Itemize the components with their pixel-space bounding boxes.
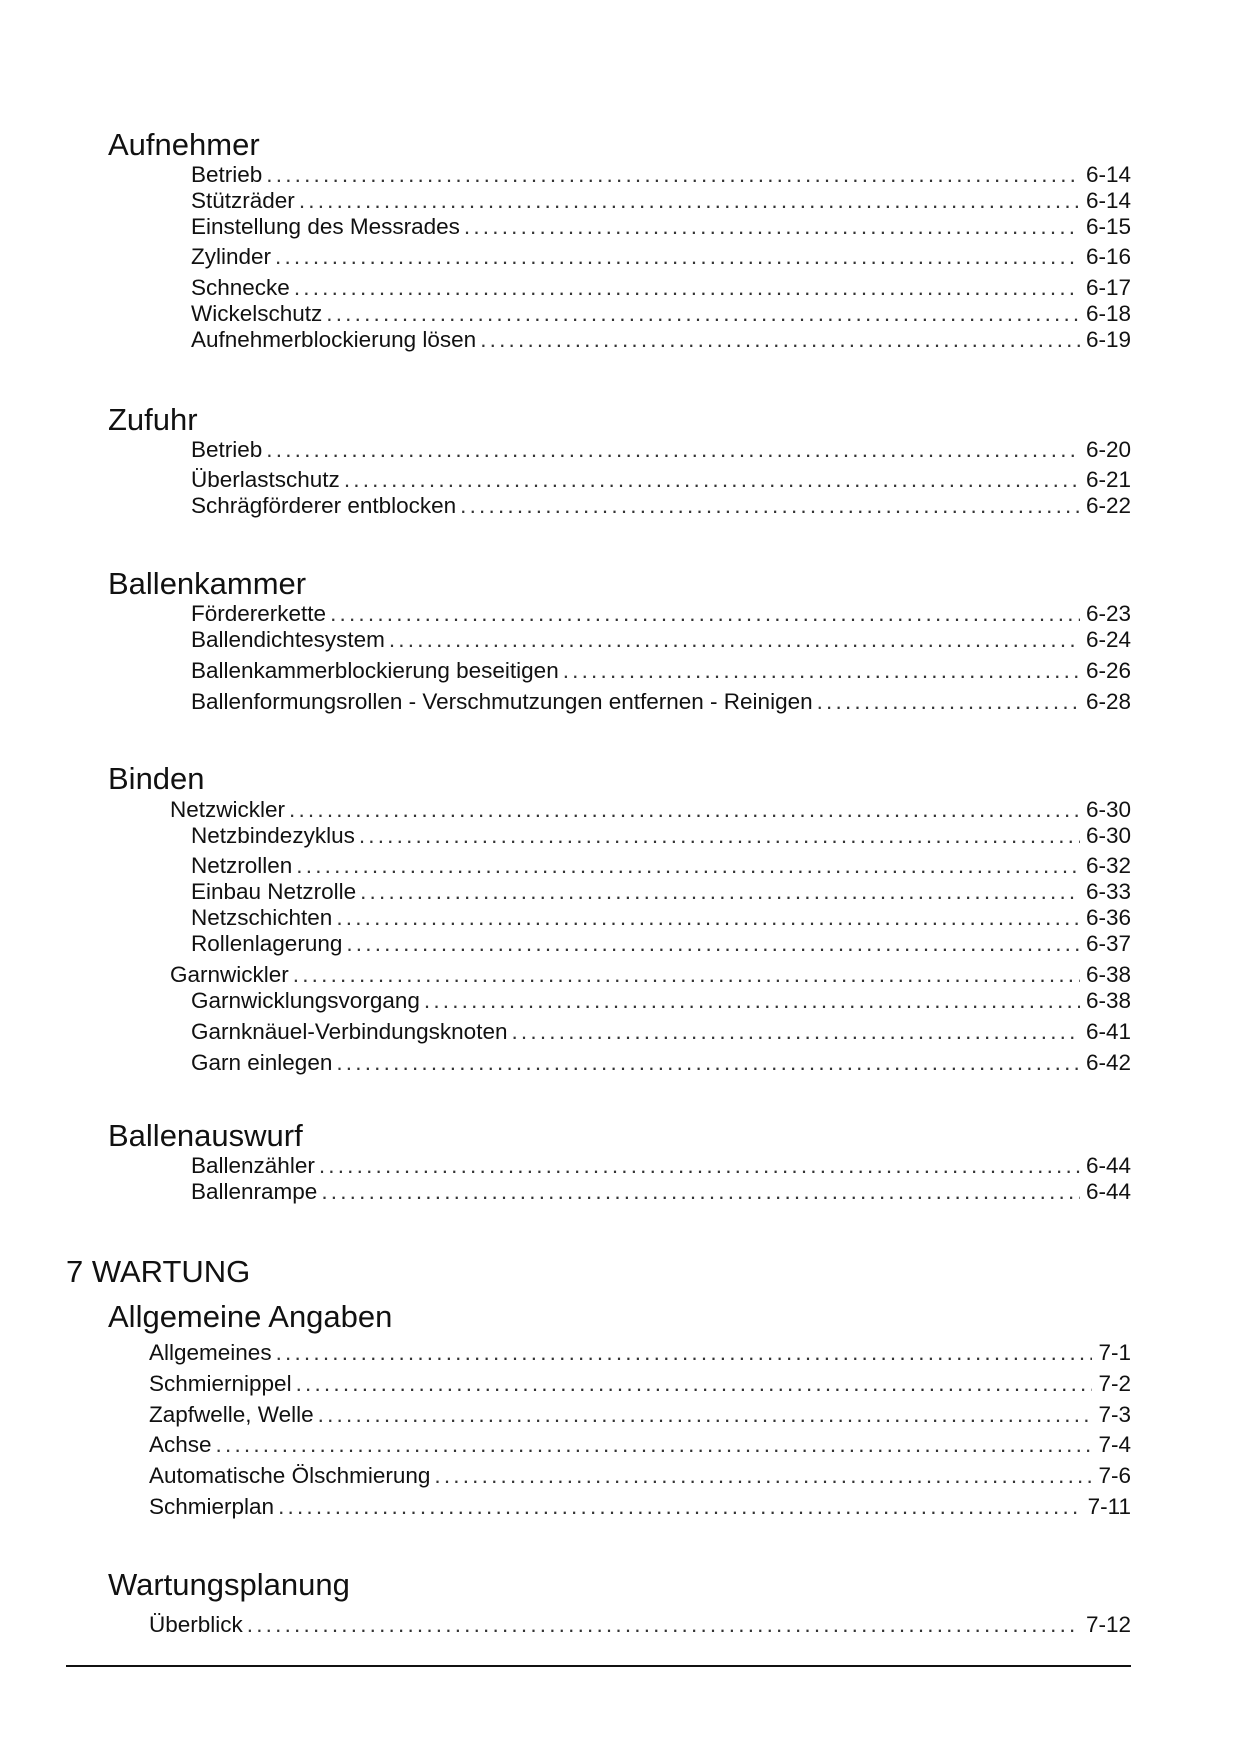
leader-dots — [434, 1463, 1092, 1489]
toc-entry[interactable] — [149, 1371, 1131, 1397]
chapter-heading: 7 WARTUNG — [66, 1254, 251, 1289]
toc-entry-title: Einstellung des Messrades — [191, 214, 460, 239]
toc-entry-title: Wickelschutz — [191, 301, 323, 326]
toc-entry-page: 6-22 — [1085, 493, 1131, 518]
toc-entry-title: Schmierplan — [149, 1494, 275, 1519]
section-heading: Zufuhr — [108, 402, 198, 437]
section-heading: Aufnehmer — [108, 127, 260, 162]
toc-entry[interactable] — [191, 601, 1131, 627]
toc-entry[interactable] — [191, 988, 1131, 1014]
toc-entry-page: 6-37 — [1085, 931, 1131, 956]
toc-entry-page: 6-30 — [1085, 823, 1131, 848]
leader-dots — [289, 797, 1080, 823]
leader-dots — [336, 905, 1080, 931]
leader-dots — [247, 1612, 1080, 1638]
toc-entry-page: 7-4 — [1098, 1432, 1131, 1457]
toc-entry[interactable] — [191, 627, 1131, 653]
toc-entry[interactable] — [149, 1612, 1131, 1638]
toc-entry[interactable] — [191, 689, 1131, 715]
toc-entry[interactable] — [149, 1463, 1131, 1489]
toc-entry-page: 6-23 — [1085, 601, 1131, 626]
toc-entry-page: 7-1 — [1098, 1340, 1131, 1365]
toc-entry-title: Zylinder — [191, 244, 272, 269]
toc-entry-page: 6-14 — [1085, 162, 1131, 187]
toc-entry-page: 6-28 — [1085, 689, 1131, 714]
toc-entry-page: 6-19 — [1085, 327, 1131, 352]
toc-entry[interactable] — [149, 1432, 1131, 1458]
toc-entry[interactable] — [149, 1340, 1131, 1366]
toc-entry[interactable] — [191, 853, 1131, 879]
toc-entry-title: Einbau Netzrolle — [191, 879, 357, 904]
toc-entry-page: 6-44 — [1085, 1153, 1131, 1178]
toc-entry-title: Garnknäuel-Verbindungsknoten — [191, 1019, 508, 1044]
leader-dots — [359, 823, 1080, 849]
leader-dots — [319, 1153, 1080, 1179]
toc-entry-page: 6-17 — [1085, 275, 1131, 300]
toc-entry-title: Achse — [149, 1432, 212, 1457]
toc-entry-page: 7-2 — [1098, 1371, 1131, 1396]
toc-entry-page: 6-38 — [1085, 988, 1131, 1013]
leader-dots — [296, 1371, 1093, 1397]
toc-entry[interactable] — [191, 301, 1131, 327]
toc-entry[interactable] — [191, 931, 1131, 957]
toc-entry-title: Ballenrampe — [191, 1179, 318, 1204]
toc-entry-title: Überblick — [149, 1612, 243, 1637]
toc-entry-page: 7-6 — [1098, 1463, 1131, 1488]
toc-entry-page: 6-32 — [1085, 853, 1131, 878]
leader-dots — [278, 1494, 1082, 1520]
toc-entry-page: 6-18 — [1085, 301, 1131, 326]
toc-entry[interactable] — [191, 879, 1131, 905]
leader-dots — [336, 1050, 1080, 1076]
toc-entry[interactable] — [191, 244, 1131, 270]
leader-dots — [326, 301, 1080, 327]
toc-entry-page: 6-24 — [1085, 627, 1131, 652]
section-heading: Wartungsplanung — [108, 1567, 350, 1602]
leader-dots — [360, 879, 1080, 905]
toc-entry-title: Schrägförderer entblocken — [191, 493, 457, 518]
leader-dots — [276, 1340, 1093, 1366]
toc-entry-page: 6-38 — [1085, 962, 1131, 987]
toc-entry-page: 6-21 — [1085, 467, 1131, 492]
toc-entry-title: Stützräder — [191, 188, 295, 213]
toc-entry-title: Rollenlagerung — [191, 931, 343, 956]
toc-entry-title: Netzbindezyklus — [191, 823, 355, 848]
toc-entry-title: Ballendichtesystem — [191, 627, 385, 652]
toc-entry-page: 7-12 — [1085, 1612, 1131, 1637]
toc-entry[interactable] — [191, 327, 1131, 353]
section-heading: Ballenkammer — [108, 566, 307, 601]
leader-dots — [464, 214, 1080, 240]
leader-dots — [511, 1019, 1079, 1045]
leader-dots — [330, 601, 1080, 627]
toc-entry-title: Ballenzähler — [191, 1153, 315, 1178]
toc-entry[interactable] — [191, 437, 1131, 463]
leader-dots — [424, 988, 1080, 1014]
toc-entry[interactable] — [170, 797, 1131, 823]
toc-entry-title: Netzschichten — [191, 905, 333, 930]
toc-entry[interactable] — [170, 962, 1131, 988]
section-heading: Binden — [108, 761, 205, 796]
toc-entry-page: 6-30 — [1085, 797, 1131, 822]
toc-entry-title: Ballenformungsrollen - Verschmutzungen entfernen - Reinigen — [191, 689, 813, 714]
section-heading: Allgemeine Angaben — [108, 1299, 393, 1334]
bottom-rule — [66, 1665, 1131, 1667]
toc-entry-page: 6-20 — [1085, 437, 1131, 462]
toc-entry[interactable] — [191, 214, 1131, 240]
toc-entry[interactable] — [149, 1494, 1131, 1520]
toc-entry[interactable] — [191, 275, 1131, 301]
toc-entry-title: Betrieb — [191, 162, 263, 187]
toc-entry-page: 6-44 — [1085, 1179, 1131, 1204]
toc-entry[interactable] — [191, 1179, 1131, 1205]
toc-entry-page: 6-15 — [1085, 214, 1131, 239]
toc-entry-title: Netzrollen — [191, 853, 293, 878]
leader-dots — [294, 275, 1080, 301]
leader-dots — [346, 931, 1080, 957]
toc-entry-title: Schnecke — [191, 275, 290, 300]
toc-entry-page: 6-33 — [1085, 879, 1131, 904]
toc-entry-title: Allgemeines — [149, 1340, 272, 1365]
leader-dots — [321, 1179, 1080, 1205]
leader-dots — [318, 1402, 1093, 1428]
toc-entry[interactable] — [191, 493, 1131, 519]
leader-dots — [275, 244, 1080, 270]
toc-entry[interactable] — [191, 188, 1131, 214]
toc-entry-page: 7-3 — [1098, 1402, 1131, 1427]
leader-dots — [817, 689, 1080, 715]
leader-dots — [563, 658, 1080, 684]
toc-entry[interactable] — [149, 1402, 1131, 1428]
leader-dots — [480, 327, 1080, 353]
toc-entry-title: Automatische Ölschmierung — [149, 1463, 431, 1488]
toc-entry-title: Schmiernippel — [149, 1371, 292, 1396]
toc-entry[interactable] — [191, 162, 1131, 188]
toc-entry-title: Fördererkette — [191, 601, 327, 626]
section-heading: Ballenauswurf — [108, 1118, 303, 1153]
leader-dots — [266, 162, 1080, 188]
leader-dots — [460, 493, 1080, 519]
toc-entry-title: Garnwickler — [170, 962, 289, 987]
toc-entry-title: Betrieb — [191, 437, 263, 462]
toc-entry-page: 6-42 — [1085, 1050, 1131, 1075]
toc-entry-page: 6-26 — [1085, 658, 1131, 683]
leader-dots — [216, 1432, 1093, 1458]
leader-dots — [389, 627, 1080, 653]
toc-entry-title: Garn einlegen — [191, 1050, 333, 1075]
toc-entry[interactable] — [191, 823, 1131, 849]
leader-dots — [296, 853, 1080, 879]
toc-entry-page: 6-14 — [1085, 188, 1131, 213]
toc-entry[interactable] — [191, 658, 1131, 684]
toc-entry[interactable] — [191, 1153, 1131, 1179]
leader-dots — [293, 962, 1080, 988]
toc-entry-page: 6-36 — [1085, 905, 1131, 930]
toc-entry-title: Zapfwelle, Welle — [149, 1402, 314, 1427]
toc-entry[interactable] — [191, 905, 1131, 931]
toc-entry-title: Aufnehmerblockierung lösen — [191, 327, 477, 352]
leader-dots — [299, 188, 1080, 214]
toc-entry-page: 6-41 — [1085, 1019, 1131, 1044]
toc-entry[interactable] — [191, 467, 1131, 493]
toc-entry-title: Garnwicklungsvorgang — [191, 988, 420, 1013]
toc-entry[interactable] — [191, 1019, 1131, 1045]
leader-dots — [344, 467, 1080, 493]
toc-entry-page: 7-11 — [1087, 1494, 1131, 1519]
toc-entry-title: Netzwickler — [170, 797, 286, 822]
leader-dots — [266, 437, 1080, 463]
toc-entry[interactable] — [191, 1050, 1131, 1076]
toc-entry-title: Überlastschutz — [191, 467, 340, 492]
toc-entry-title: Ballenkammerblockierung beseitigen — [191, 658, 559, 683]
toc-entry-page: 6-16 — [1085, 244, 1131, 269]
